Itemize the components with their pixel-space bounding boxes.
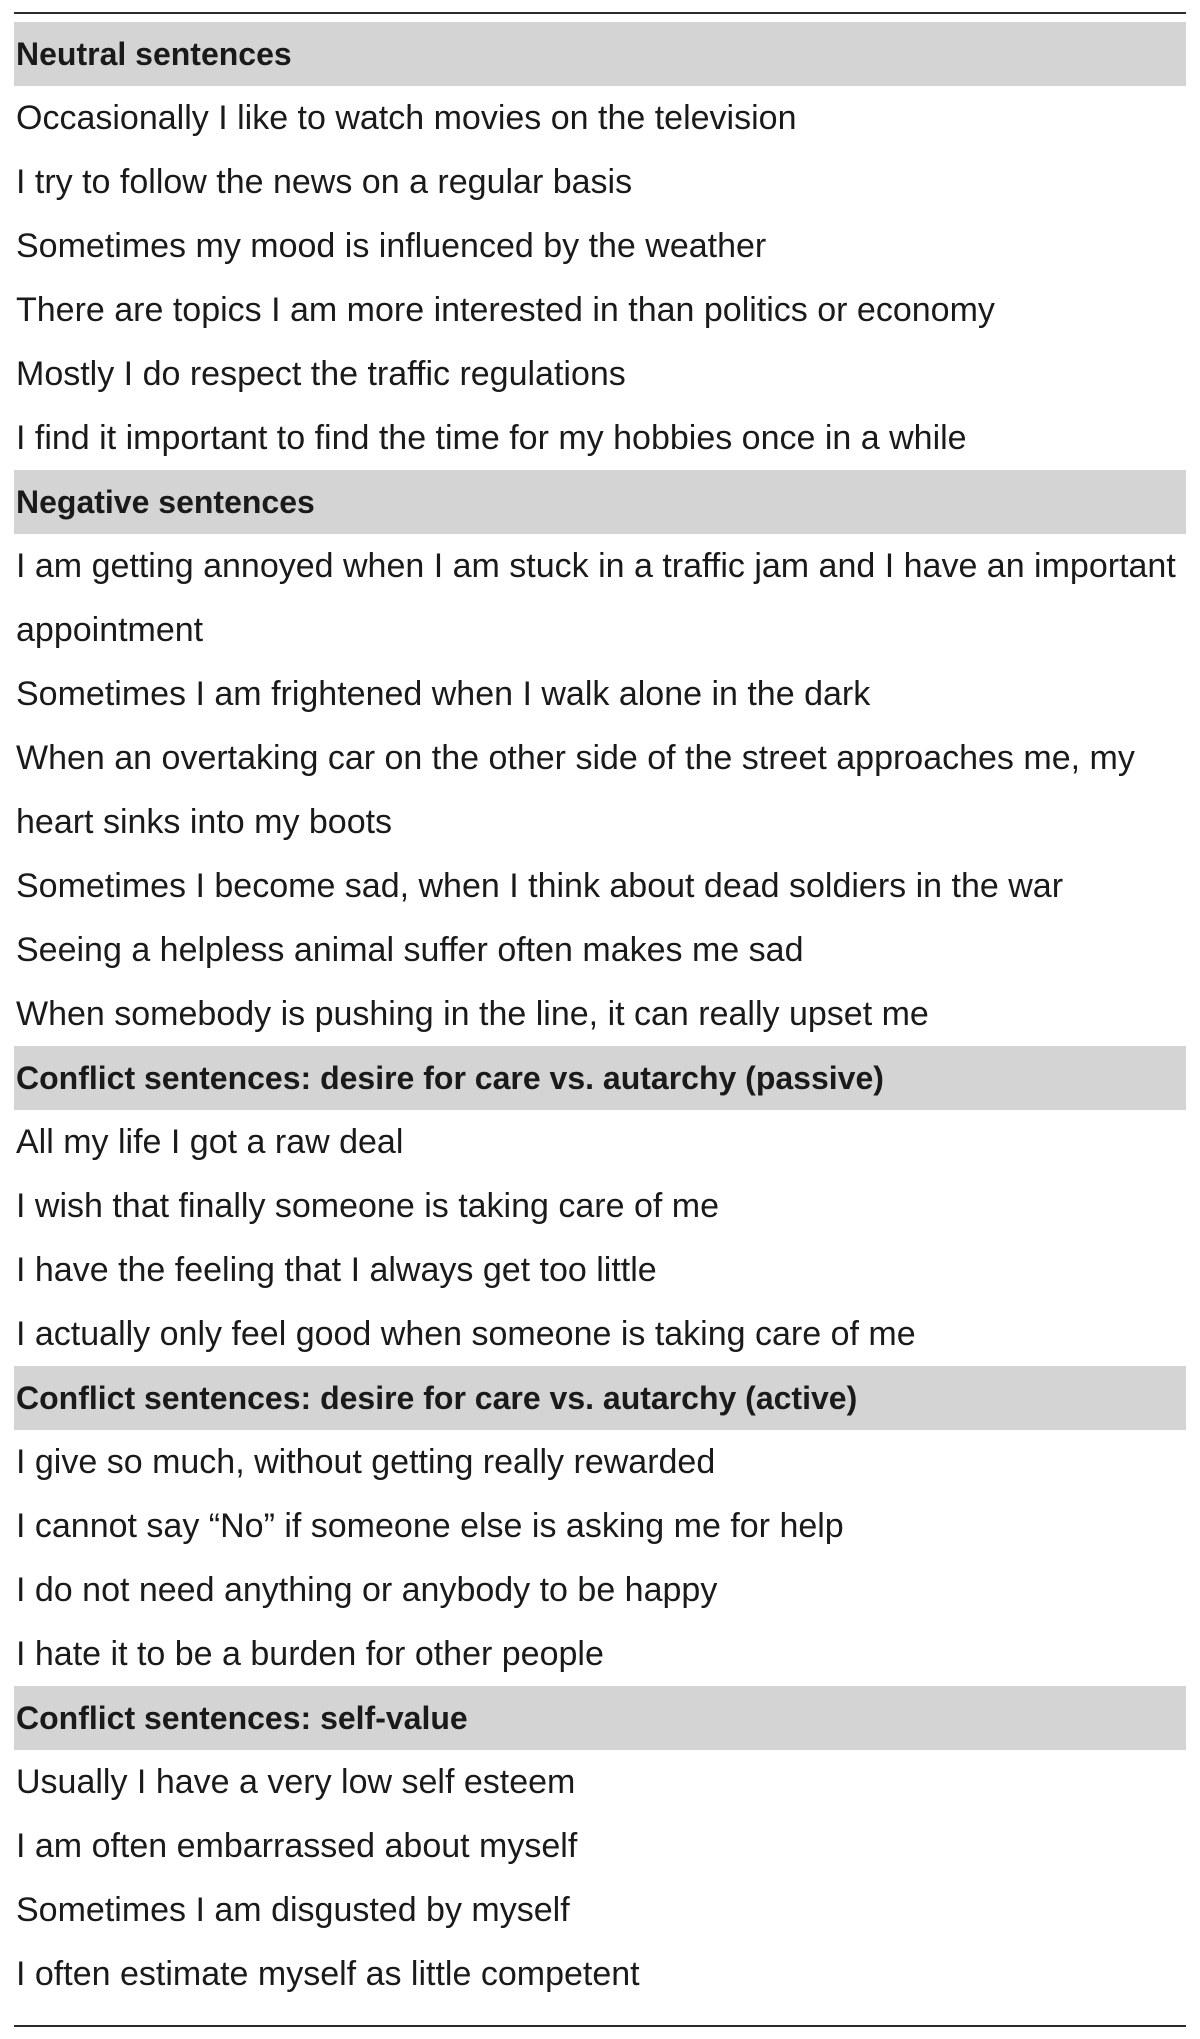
sentence-row: Occasionally I like to watch movies on the television: [16, 99, 797, 137]
sentence-row: I give so much, without getting really rewarded: [16, 1443, 716, 1481]
sentence-table: [14, 22, 1186, 2006]
sentence-row: Sometimes my mood is influenced by the weather: [16, 227, 767, 265]
sentence-row: Usually I have a very low self esteem: [16, 1763, 576, 1801]
sentence-row: Sometimes I become sad, when I think about dead soldiers in the war: [16, 867, 1064, 905]
sentence-row: I do not need anything or anybody to be happy: [16, 1571, 718, 1609]
section-heading-negative: Negative sentences: [14, 470, 1186, 534]
sentence-row: I actually only feel good when someone is taking care of me: [16, 1315, 916, 1353]
sentence-row: I wish that finally someone is taking care of me: [16, 1187, 719, 1225]
bottom-rule: [14, 2025, 1186, 2027]
sentence-row: When somebody is pushing in the line, it can really upset me: [16, 995, 929, 1033]
sentence-row: I hate it to be a burden for other people: [16, 1635, 604, 1673]
sentence-row: Sometimes I am frightened when I walk alone in the dark: [16, 675, 871, 713]
sentence-row: I find it important to find the time for my hobbies once in a while: [16, 419, 967, 457]
sentence-row: Sometimes I am disgusted by myself: [16, 1891, 570, 1929]
sentence-row: I am getting annoyed when I am stuck in a traffic jam and I have an important appointment: [16, 547, 1176, 649]
sentence-row: All my life I got a raw deal: [16, 1123, 404, 1161]
sentence-row: I have the feeling that I always get too little: [16, 1251, 657, 1289]
sentence-row: There are topics I am more interested in than politics or economy: [16, 291, 995, 329]
section-heading-conflict-active: Conflict sentences: desire for care vs. autarchy (active): [14, 1366, 1186, 1430]
sentence-row: I try to follow the news on a regular basis: [16, 163, 633, 201]
sentence-row: I am often embarrassed about myself: [16, 1827, 578, 1865]
section-heading-neutral: Neutral sentences: [14, 22, 1186, 86]
top-rule: [14, 12, 1186, 14]
sentence-row: Mostly I do respect the traffic regulations: [16, 355, 626, 393]
section-heading-conflict-passive: Conflict sentences: desire for care vs. autarchy (passive): [14, 1046, 1186, 1110]
section-heading-self-value: Conflict sentences: self-value: [14, 1686, 1186, 1750]
sentence-row: Seeing a helpless animal suffer often makes me sad: [16, 931, 804, 969]
sentence-row: When an overtaking car on the other side of the street approaches me, my heart sinks into my boots: [16, 739, 1135, 841]
sentence-row: I often estimate myself as little competent: [16, 1955, 640, 1993]
sentence-row: I cannot say “No” if someone else is asking me for help: [16, 1507, 844, 1545]
